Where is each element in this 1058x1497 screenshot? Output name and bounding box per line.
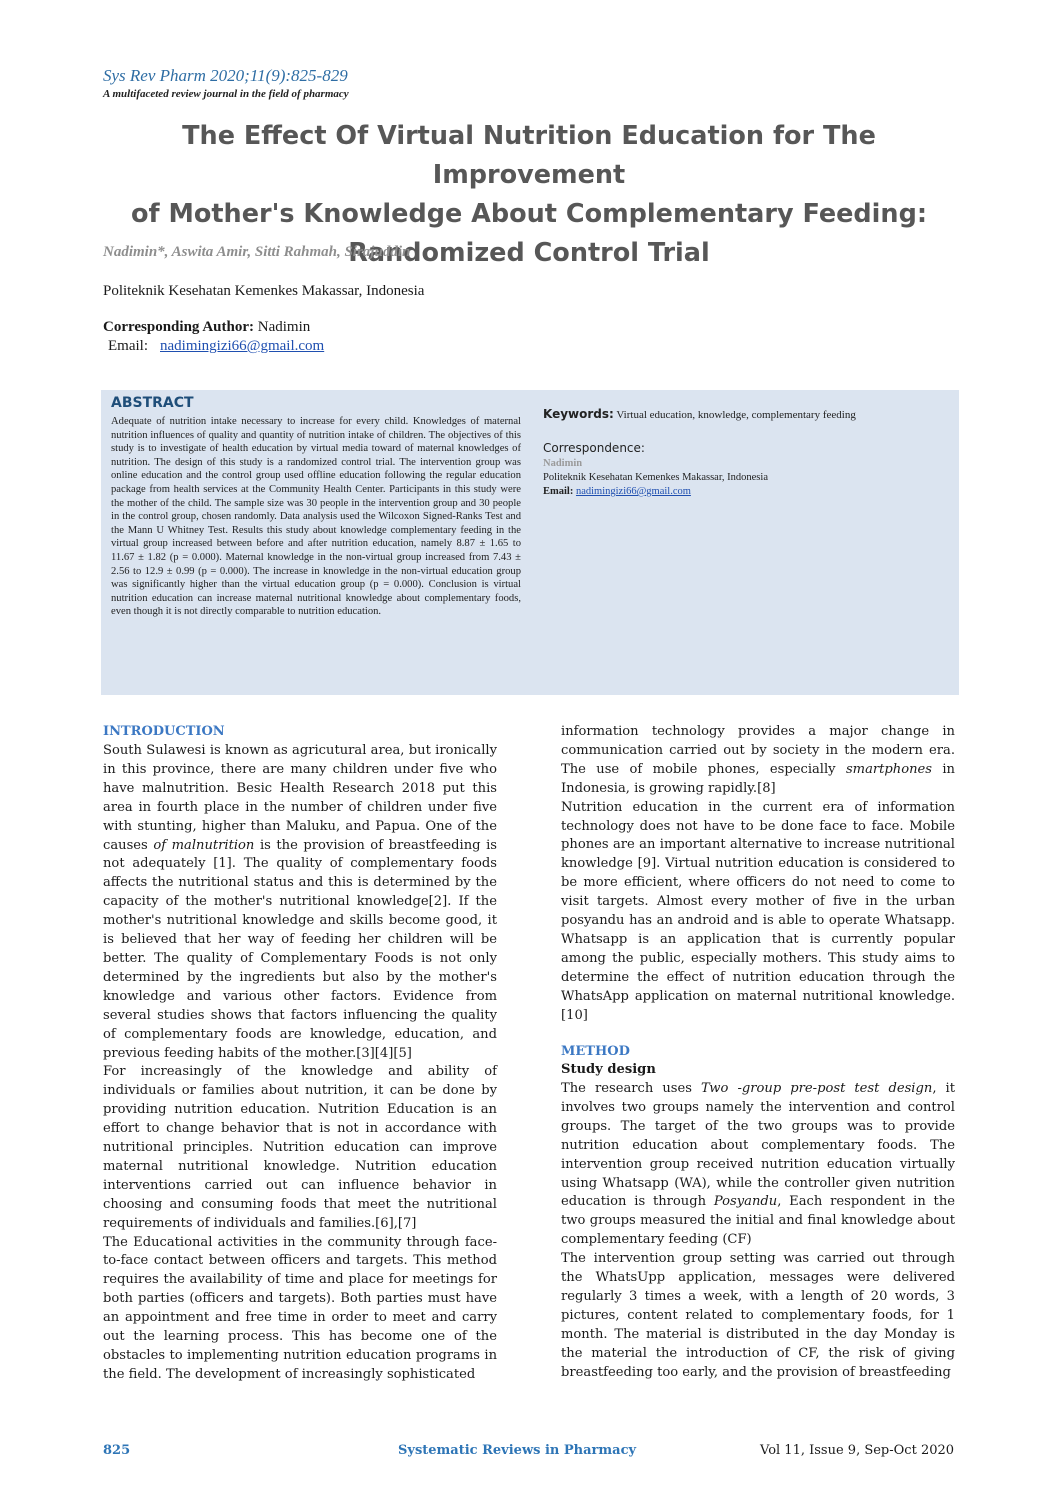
corresponding-author-label: Corresponding Author: bbox=[103, 319, 254, 335]
author-list: Nadimin*, Aswita Amir, Sitti Rahmah, Sirajuddin bbox=[103, 244, 411, 260]
correspondence-email-link[interactable]: nadimingizi66@gmail.com bbox=[575, 486, 691, 497]
introduction-heading: INTRODUCTION bbox=[103, 724, 225, 739]
corresponding-author-name: Nadimin bbox=[257, 319, 311, 335]
method-paragraph-2: The intervention group setting was carried out through the WhatsUpp application, messages were delivered regularly 3 times a week, with a length of 20 words, 3 pictures, content related to complementary foods, for 1 month. The material is distributed in the day Monday is the material the introduction of CF, the risk of giving breastfeeding too early, and the provision of breastfeeding bbox=[561, 1251, 955, 1380]
journal-tagline: A multifaceted review journal in the field of pharmacy bbox=[103, 88, 349, 100]
abstract-text: Adequate of nutrition intake necessary to increase for every child. Knowledges of maternal nutrition influences of quality and quantity of nutrition intake of children. The objectives of this study is to investigate of health education by virtual media toward of maternal knowledges of nutrition. The design of this study is a randomized control trial. The intervention group was online education and the control group used offline education following the regular education package from health services at the Community Health Center. Participants in this study were the mother of the child. The sample size was 30 people in the intervention group and 30 people in the control group, chosen randomly. Data analysis used the Wilcoxon Signed-Ranks Test and the Mann U Whitney Test. Results this study about knowledge complementary feeding in the virtual group increased between before and after nutrition education, namely 8.87 ± 1.65 to 11.67 ± 1.82 (p = 0.000). Maternal knowledge in the non-virtual group increased from 7.43 ± 2.56 to 12.9 ± 0.99 (p = 0.000). The increase in knowledge in the non-virtual education group was significantly higher than the virtual education group (p = 0.000). Conclusion is virtual nutrition education can increase maternal nutritional knowledge about complementary foods, even though it is not directly comparable to nutrition education. bbox=[111, 416, 521, 618]
correspondence-affiliation: Politeknik Kesehatan Kemenkes Makassar, Indonesia bbox=[543, 472, 768, 483]
footer-journal-name: Systematic Reviews in Pharmacy bbox=[398, 1443, 637, 1458]
method-paragraph-1: The research uses Two -group pre-post test design, it involves two groups namely the intervention and control groups. The target of the two groups was to provide nutrition education about complementary foods. The intervention group received nutrition education virtually using Whatsapp (WA), while the controller given nutrition education is through Posyandu, Each respondent in the two groups measured the initial and final knowledge about complementary feeding (CF) bbox=[561, 1081, 955, 1248]
title-line-1: The Effect Of Virtual Nutrition Education for The Improvement bbox=[182, 121, 876, 190]
email-label: Email: bbox=[108, 338, 148, 354]
abstract-heading: ABSTRACT bbox=[111, 395, 194, 411]
correspondence-heading: Correspondence: bbox=[543, 441, 645, 455]
keywords-text: Virtual education, knowledge, complementary feeding bbox=[616, 409, 856, 421]
footer-volume: Vol 11, Issue 9, Sep-Oct 2020 bbox=[760, 1443, 955, 1458]
email-link[interactable]: nadimingizi66@gmail.com bbox=[160, 338, 325, 354]
intro-paragraph-3: The Educational activities in the community through face-to-face contact between officers and targets. This method requires the availability of time and place for meetings for both parties (officers and targets). Both parties must have an appointment and free time in order to meet and carry out the learning process. This has become one of the obstacles to implementing nutrition education programs in the field. The development of increasingly sophisticated bbox=[103, 1234, 497, 1382]
keywords-label: Keywords: bbox=[543, 407, 614, 421]
right-column-top bbox=[561, 723, 955, 1026]
left-column bbox=[103, 742, 497, 1385]
keywords bbox=[543, 407, 948, 421]
page-number: 825 bbox=[103, 1443, 131, 1458]
title-line-3: Randomized Control Trial bbox=[348, 238, 710, 268]
method-heading: METHOD bbox=[561, 1044, 630, 1059]
correspondence-name: Nadimin bbox=[543, 458, 583, 469]
affiliation: Politeknik Kesehatan Kemenkes Makassar, Indonesia bbox=[103, 283, 425, 299]
right-column-method bbox=[561, 1080, 955, 1383]
journal-citation: Sys Rev Pharm 2020;11(9):825-829 bbox=[103, 66, 348, 85]
intro-paragraph-1: South Sulawesi is known as agricutural area, but ironically in this province, there are many children under five who have malnutrition. Besic Health Research 2018 put this area in fourth place in the number of children under five with stunting, higher than Maluku, and Papua. One of the causes of malnutrition is the provision of breastfeeding is not adequately [1]. The quality of complementary foods affects the nutritional status and this is determined by the capacity of the mother's nutritional knowledge[2]. If the mother's nutritional knowledge and skills become good, it is believed that her way of feeding her children will be better. The quality of Complementary Foods is not only determined by the ingredients but also by the mother's knowledge and various other factors. Evidence from several studies shows that factors influencing the quality of complementary foods are knowledge, education, and previous feeding habits of the mother.[3][4][5] bbox=[103, 743, 497, 1061]
intro-paragraph-2: For increasingly of the knowledge and ability of individuals or families about nutrition, it can be done by providing nutrition education. Nutrition Education is an effort to change behavior that is not in accordance with nutritional principles. Nutrition education can improve maternal nutritional knowledge. Nutrition education interventions carried out can influence behavior in choosing and consuming foods that meet the nutritional requirements of individuals and families.[6],[7] bbox=[103, 1064, 497, 1231]
intro-paragraph-5: Nutrition education in the current era of information technology does not have to be done face to face. Mobile phones are an important alternative to increase nutritional knowledge [9]. Virtual nutrition education is considered to be more efficient, where officers do not need to come to visit targets. Almost every mother of five in the urban posyandu has an android and is able to operate Whatsapp. Whatsapp is an application that is currently popular among the public, especially mothers. This study aims to determine the effect of nutrition education through the WhatsApp application on maternal nutritional knowledge.[10] bbox=[561, 799, 955, 1023]
study-design-heading: Study design bbox=[561, 1062, 656, 1077]
correspondence-email bbox=[543, 486, 691, 497]
intro-paragraph-4: information technology provides a major change in communication carried out by society in the modern era. The use of mobile phones, especially smartphones in Indonesia, is growing rapidly.[8] bbox=[561, 724, 955, 796]
corresponding-email bbox=[108, 338, 324, 355]
title-line-2: of Mother's Knowledge About Complementary Feeding: bbox=[130, 199, 928, 229]
corresponding-author bbox=[103, 319, 310, 336]
correspondence-email-label: Email: bbox=[543, 486, 574, 497]
